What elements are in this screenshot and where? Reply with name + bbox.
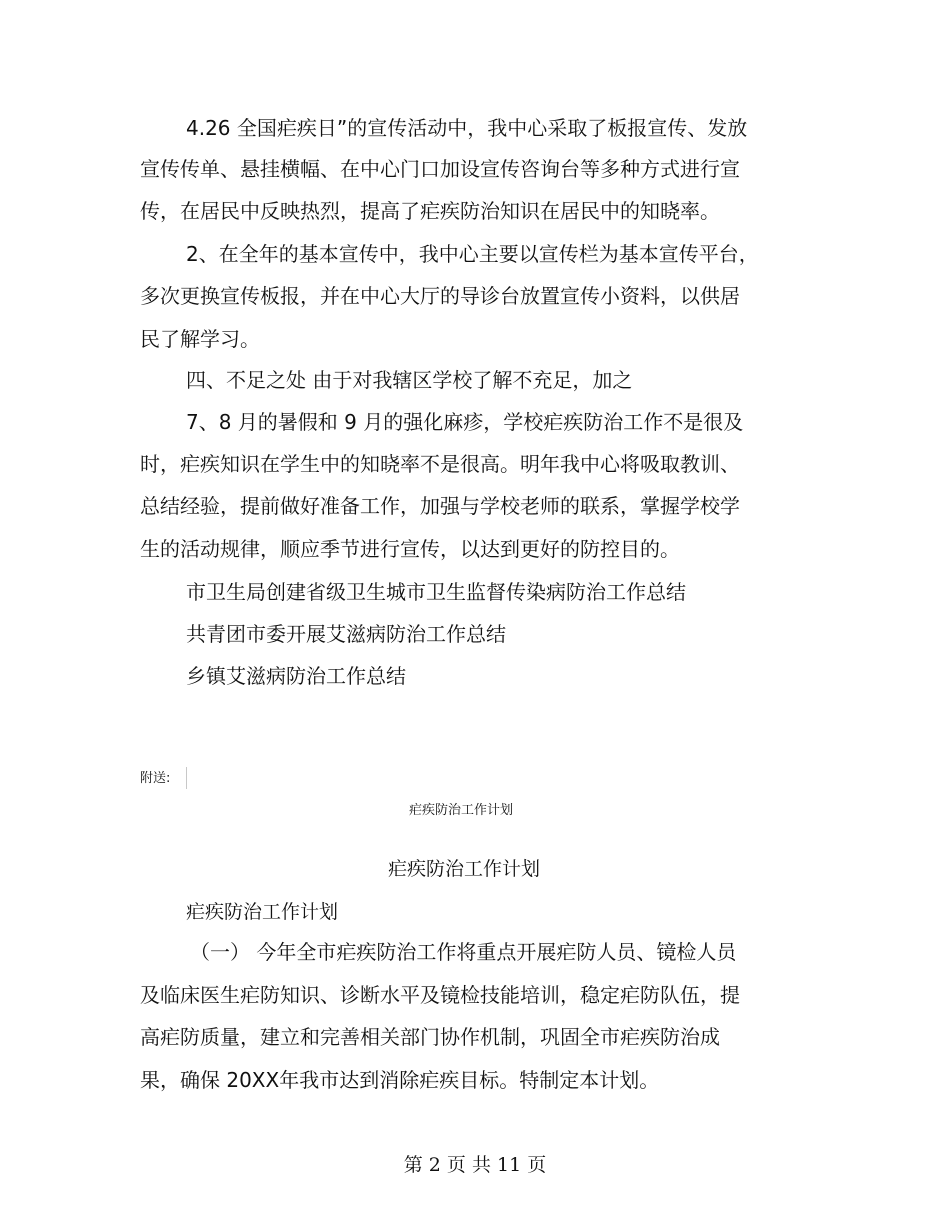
body-text-line: 时，疟疾知识在学生中的知晓率不是很高。明年我中心将吸取教训、 xyxy=(140,452,740,476)
appendix-small-title: 疟疾防治工作计划 xyxy=(409,803,514,818)
body-text-line: 四、不足之处 由于对我辖区学校了解不充足，加之 xyxy=(186,368,633,392)
body-text-line: 7、8 月的暑假和 9 月的强化麻疹，学校疟疾防治工作不是很及 xyxy=(186,410,744,434)
body-text-line: （一） 今年全市疟疾防治工作将重点开展疟防人员、镜检人员 xyxy=(190,940,737,964)
body-text-line: 4.26 全国疟疾日”的宣传活动中，我中心采取了板报宣传、发放 xyxy=(186,116,748,140)
appendix-label: 附送: xyxy=(140,771,171,786)
related-article-link[interactable]: 市卫生局创建省级卫生城市卫生监督传染病防治工作总结 xyxy=(186,580,686,604)
body-text-line: 民了解学习。 xyxy=(140,327,260,351)
body-text-line: 果，确保 20XX年我市达到消除疟疾目标。特制定本计划。 xyxy=(140,1068,660,1092)
body-text-line: 总结经验，提前做好准备工作，加强与学校老师的联系，掌握学校学 xyxy=(140,494,740,518)
body-text-line: 及临床医生疟防知识、诊断水平及镜检技能培训，稳定疟防队伍，提 xyxy=(140,983,740,1007)
appendix-title: 疟疾防治工作计划 xyxy=(388,858,541,880)
divider xyxy=(186,767,187,789)
body-text-line: 宣传传单、悬挂横幅、在中心门口加设宣传咨询台等多种方式进行宣 xyxy=(140,157,740,181)
body-text-line: 多次更换宣传板报，并在中心大厅的导诊台放置宣传小资料，以供居 xyxy=(140,284,740,308)
body-text-line: 生的活动规律，顺应季节进行宣传，以达到更好的防控目的。 xyxy=(140,537,680,561)
appendix-subtitle: 疟疾防治工作计划 xyxy=(186,901,339,923)
body-text-line: 高疟防质量，建立和完善相关部门协作机制，巩固全市疟疾防治成 xyxy=(140,1025,720,1049)
page-number: 第 2 页 共 11 页 xyxy=(403,1154,547,1176)
related-article-link[interactable]: 乡镇艾滋病防治工作总结 xyxy=(186,664,406,688)
body-text-line: 2、在全年的基本宣传中，我中心主要以宣传栏为基本宣传平台， xyxy=(186,242,759,266)
body-text-line: 传，在居民中反映热烈，提高了疟疾防治知识在居民中的知晓率。 xyxy=(140,199,720,223)
related-article-link[interactable]: 共青团市委开展艾滋病防治工作总结 xyxy=(186,622,506,646)
